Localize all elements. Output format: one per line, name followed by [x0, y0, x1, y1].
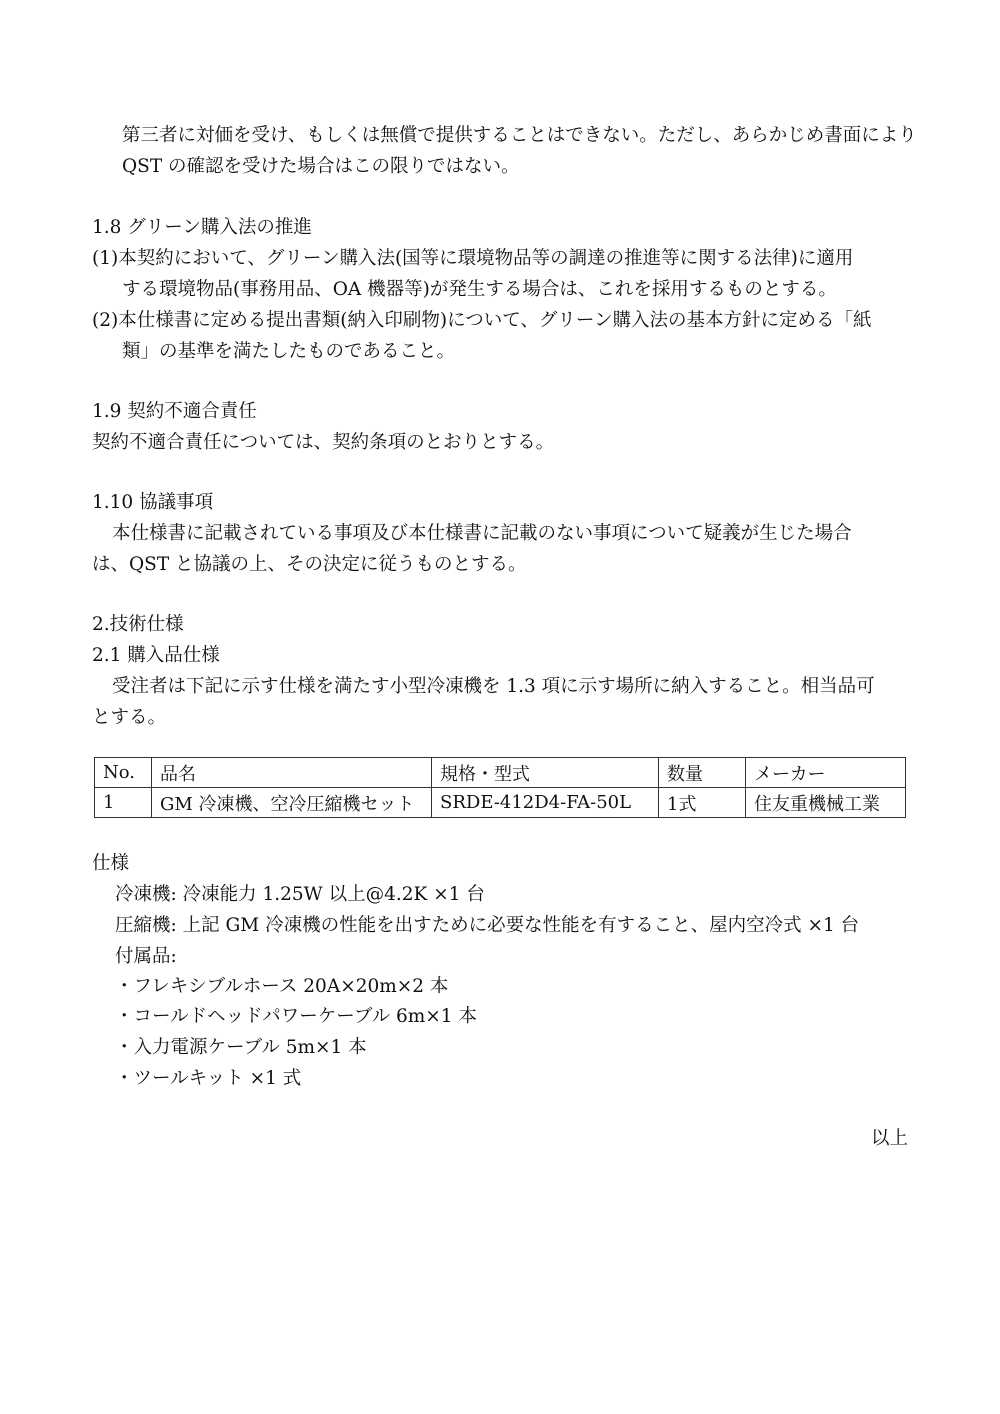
table-header-cell: No. — [95, 758, 152, 788]
spec-title: 仕様 — [92, 853, 130, 874]
paragraph-line: 本仕様書に記載されている事項及び本仕様書に記載のない事項について疑義が生じた場合 — [112, 523, 852, 544]
spec-item: 付属品: — [115, 946, 177, 967]
section-heading: 1.8 グリーン購入法の推進 — [92, 217, 312, 238]
spec-item: 圧縮機: 上記 GM 冷凍機の性能を出すために必要な性能を有すること、屋内空冷式 ×1 台 — [115, 915, 860, 936]
table-row — [95, 788, 906, 818]
section-heading: 1.9 契約不適合責任 — [92, 401, 257, 422]
purchase-spec-table — [94, 757, 906, 818]
table-cell: SRDE-412D4-FA-50L — [432, 788, 659, 818]
paragraph-line: 契約不適合責任については、契約条項のとおりとする。 — [92, 432, 555, 453]
spec-item: ・フレキシブルホース 20A×20m×2 本 — [115, 976, 449, 997]
spec-item: 冷凍機: 冷凍能力 1.25W 以上@4.2K ×1 台 — [115, 884, 485, 905]
table-header-row — [95, 758, 906, 788]
paragraph-line: 受注者は下記に示す仕様を満たす小型冷凍機を 1.3 項に示す場所に納入すること。相当品可 — [112, 676, 875, 697]
list-item-1: (1)本契約において、グリーン購入法(国等に環境物品等の調達の推進等に関する法律)に適用 — [92, 248, 854, 269]
spec-item: ・ツールキット ×1 式 — [115, 1068, 302, 1089]
subsection-heading: 2.1 購入品仕様 — [92, 645, 220, 666]
paragraph-line: とする。 — [92, 707, 167, 728]
spec-item: ・入力電源ケーブル 5m×1 本 — [115, 1037, 367, 1058]
list-item-1-cont: する環境物品(事務用品、OA 機器等)が発生する場合は、これを採用するものとする。 — [122, 279, 837, 300]
section-heading: 1.10 協議事項 — [92, 492, 214, 513]
list-item-2: (2)本仕様書に定める提出書類(納入印刷物)について、グリーン購入法の基本方針に定める「紙 — [92, 310, 872, 331]
table-cell: GM 冷凍機、空冷圧縮機セット — [152, 788, 432, 818]
table-header-cell: 規格・型式 — [432, 758, 659, 788]
table-header-cell: メーカー — [746, 758, 906, 788]
spec-item: ・コールドヘッドパワーケーブル 6m×1 本 — [115, 1006, 477, 1027]
paragraph-line: QST の確認を受けた場合はこの限りではない。 — [122, 156, 520, 177]
paragraph-line: 第三者に対価を受け、もしくは無償で提供することはできない。ただし、あらかじめ書面により — [122, 125, 917, 146]
table-cell: 住友重機械工業 — [746, 788, 906, 818]
table-header-cell: 数量 — [659, 758, 746, 788]
table-cell: 1式 — [659, 788, 746, 818]
paragraph-line: は、QST と協議の上、その決定に従うものとする。 — [92, 554, 527, 575]
table-header-cell: 品名 — [152, 758, 432, 788]
table-cell: 1 — [95, 788, 152, 818]
section-heading: 2.技術仕様 — [92, 614, 184, 635]
list-item-2-cont: 類」の基準を満たしたものであること。 — [122, 341, 456, 362]
closing-mark: 以上 — [870, 1128, 908, 1149]
